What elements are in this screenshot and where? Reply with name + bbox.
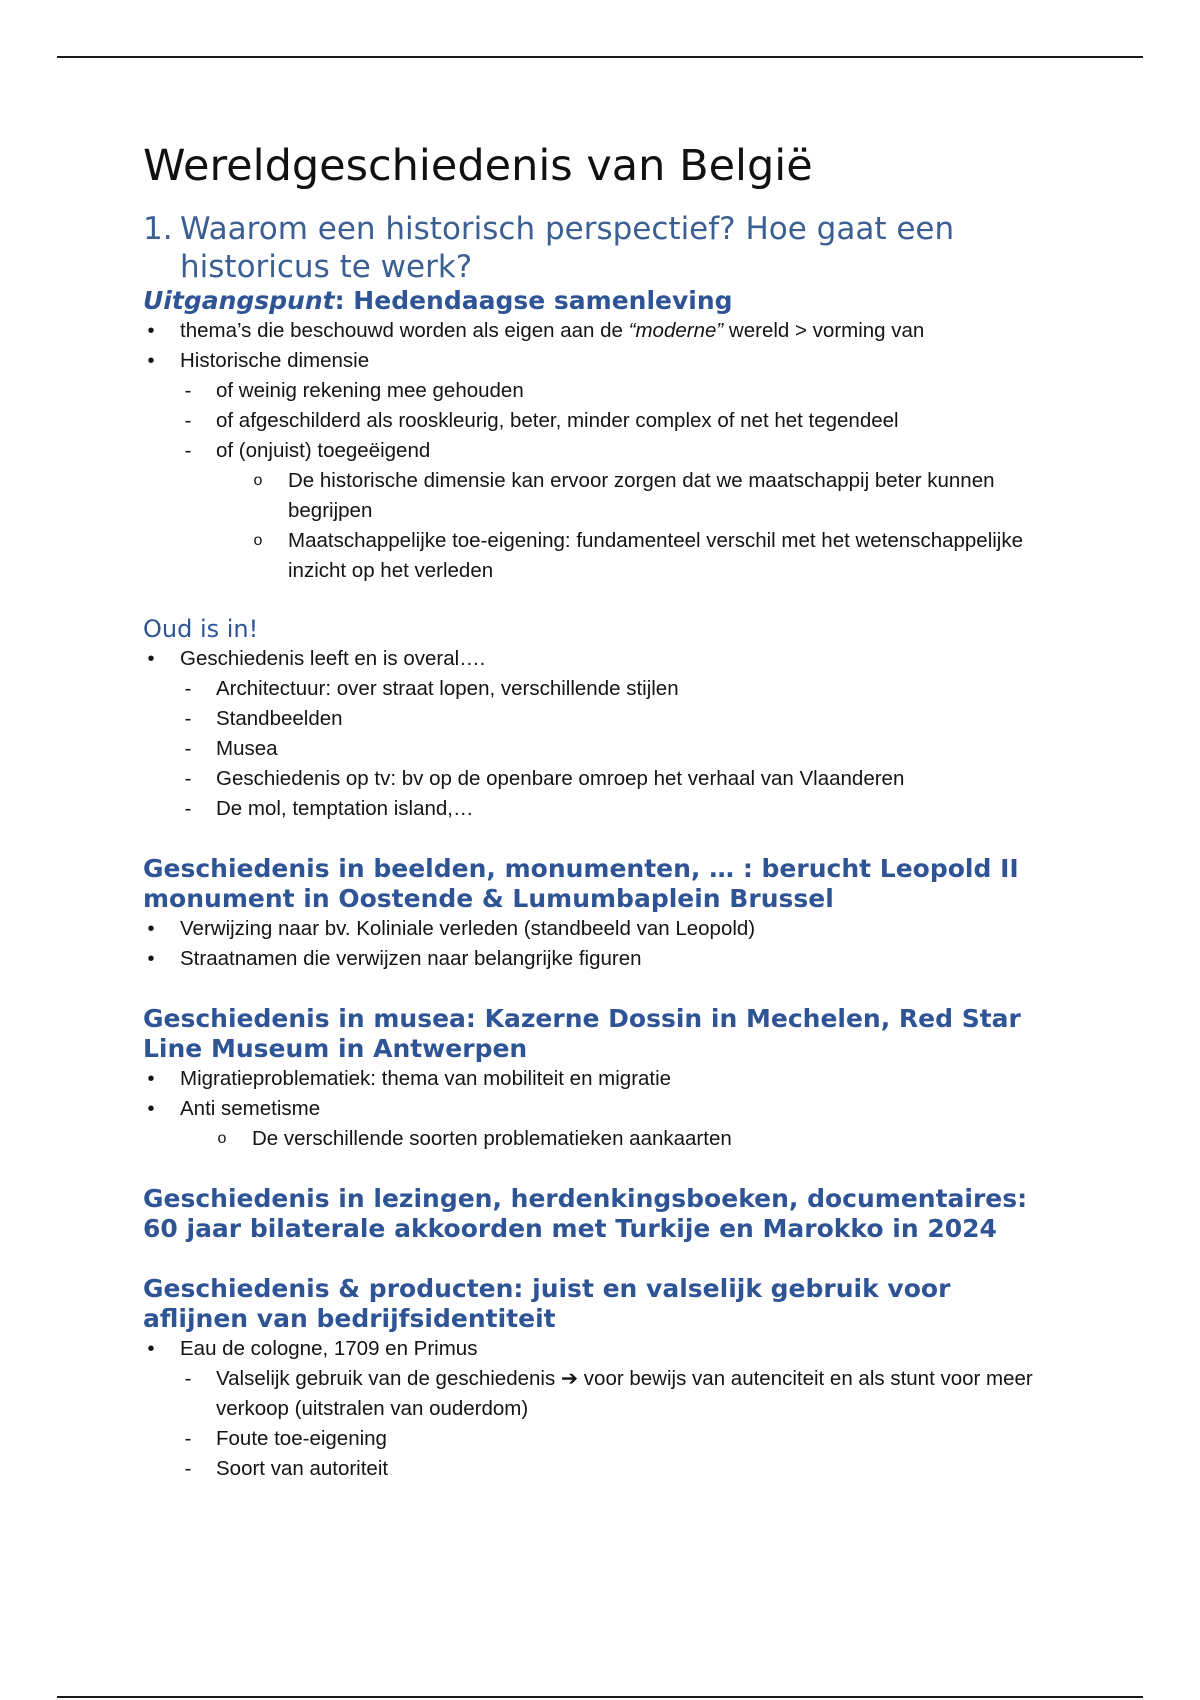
- list-item: [143, 1094, 1063, 1124]
- list-item-text: Anti semetisme: [180, 1097, 321, 1120]
- list-item: [143, 526, 1063, 586]
- bullet-marker: •: [147, 648, 155, 670]
- chapter-heading: [143, 210, 1063, 286]
- section-heading-musea: Geschiedenis in musea: Kazerne Dossin in Mechelen, Red Star Line Museum in Antwerpen: [143, 1004, 1021, 1063]
- list-item: [143, 1364, 1063, 1424]
- list-item-text: Valselijk gebruik van de geschiedenis: [216, 1367, 561, 1390]
- section-heading-uitgangspunt: [143, 286, 1063, 316]
- list-item: [143, 1334, 1063, 1364]
- list-item-text: of weinig rekening mee gehouden: [216, 379, 524, 402]
- dash-marker: -: [184, 379, 192, 402]
- list-item-text: thema’s die beschouwd worden als eigen aan de: [180, 319, 629, 342]
- dash-marker: -: [184, 797, 192, 820]
- bullet-list: [143, 1334, 1063, 1484]
- list-item-text: Geschiedenis leeft en is overal….: [180, 647, 486, 670]
- list-item-text: wereld > vorming van: [723, 319, 925, 342]
- bullet-marker: •: [147, 350, 155, 372]
- circle-marker: o: [253, 532, 263, 549]
- list-item: [143, 1064, 1063, 1094]
- list-item: [143, 734, 1063, 764]
- list-item: [143, 346, 1063, 376]
- list-item: [143, 764, 1063, 794]
- circle-marker: o: [253, 472, 263, 489]
- bullet-marker: •: [147, 1338, 155, 1360]
- list-item: [143, 466, 1063, 526]
- bullet-list: [143, 1064, 1063, 1154]
- bullet-list: [143, 644, 1063, 824]
- list-item-text: Migratieproblematiek: thema van mobiliteit en migratie: [180, 1067, 672, 1090]
- list-item-text: of (onjuist) toegeëigend: [216, 439, 431, 462]
- list-item-text: De historische dimensie kan ervoor zorgen dat we maatschappij beter kunnen begrijpen: [288, 469, 995, 522]
- list-item: [143, 674, 1063, 704]
- list-item: [143, 316, 1063, 346]
- dash-marker: -: [184, 439, 192, 462]
- section-heading-lezingen: Geschiedenis in lezingen, herdenkingsboeken, documentaires: 60 jaar bilaterale akkoorden met Turkije en Marokko in 2024: [143, 1184, 1028, 1243]
- list-item-text: Standbeelden: [216, 707, 343, 730]
- dash-marker: -: [184, 1427, 192, 1450]
- list-item: [143, 1424, 1063, 1454]
- list-item-text: Verwijzing naar bv. Koliniale verleden (standbeeld van Leopold): [180, 917, 756, 940]
- bullet-marker: •: [147, 320, 155, 342]
- section-heading-oud-is-in: Oud is in!: [143, 615, 259, 643]
- bullet-list: [143, 316, 1063, 586]
- section-heading-producten: Geschiedenis & producten: juist en valselijk gebruik voor aflijnen van bedrijfsidentiteit: [143, 1274, 951, 1333]
- list-item: [143, 794, 1063, 824]
- list-item: [143, 376, 1063, 406]
- dash-marker: -: [184, 737, 192, 760]
- document-body: [143, 140, 1063, 1484]
- list-item-text: Musea: [216, 737, 278, 760]
- list-item-text: Eau de cologne, 1709 en Primus: [180, 1337, 478, 1360]
- chapter-title: Waarom een historisch perspectief? Hoe gaat een historicus te werk?: [180, 211, 955, 285]
- heading-rest: : Hedendaagse samenleving: [334, 286, 733, 315]
- document-title: Wereldgeschiedenis van België: [143, 141, 813, 191]
- circle-marker: o: [217, 1130, 227, 1147]
- dash-marker: -: [184, 409, 192, 432]
- bullet-marker: •: [147, 948, 155, 970]
- dash-marker: -: [184, 1457, 192, 1480]
- list-item-text: De verschillende soorten problematieken aankaarten: [252, 1127, 732, 1150]
- page-top-rule: [57, 56, 1143, 58]
- dash-marker: -: [184, 767, 192, 790]
- list-item-text: Foute toe-eigening: [216, 1427, 387, 1450]
- list-item-text: of afgeschilderd als rooskleurig, beter, minder complex of net het tegendeel: [216, 409, 899, 432]
- page-bottom-rule: [57, 1696, 1143, 1698]
- bullet-marker: •: [147, 1098, 155, 1120]
- bullet-marker: •: [147, 1068, 155, 1090]
- list-item-text: De mol, temptation island,…: [216, 797, 474, 820]
- bullet-list: [143, 914, 1063, 974]
- dash-marker: -: [184, 677, 192, 700]
- list-item-text: Architectuur: over straat lopen, verschillende stijlen: [216, 677, 679, 700]
- list-item-emphasis: “moderne”: [628, 319, 724, 342]
- list-item-text: Maatschappelijke toe-eigening: fundamenteel verschil met het wetenschappelijke inzicht op het verleden: [288, 529, 1024, 582]
- list-item: [143, 704, 1063, 734]
- chapter-number: 1.: [143, 211, 173, 247]
- list-item: [143, 406, 1063, 436]
- list-item-text: Soort van autoriteit: [216, 1457, 389, 1480]
- list-item: [143, 944, 1063, 974]
- dash-marker: -: [184, 707, 192, 730]
- list-item: [143, 1454, 1063, 1484]
- heading-emphasis: Uitgangspunt: [143, 286, 335, 315]
- list-item: [143, 436, 1063, 466]
- list-item: [143, 644, 1063, 674]
- list-item-text: voor bewijs van autenciteit en als stunt voor meer verkoop (uitstralen van ouderdom): [216, 1367, 1033, 1420]
- list-item: [143, 1124, 1063, 1154]
- list-item: [143, 914, 1063, 944]
- list-item-text: Straatnamen die verwijzen naar belangrijke figuren: [180, 947, 642, 970]
- list-item-text: Geschiedenis op tv: bv op de openbare omroep het verhaal van Vlaanderen: [216, 767, 905, 790]
- section-heading-beelden-monumenten: Geschiedenis in beelden, monumenten, … : berucht Leopold II monument in Oostende & Lumumbaplein Brussel: [143, 854, 1019, 913]
- bullet-marker: •: [147, 918, 155, 940]
- arrow-icon: ➔: [560, 1367, 579, 1390]
- dash-marker: -: [184, 1367, 192, 1390]
- list-item-text: Historische dimensie: [180, 349, 370, 372]
